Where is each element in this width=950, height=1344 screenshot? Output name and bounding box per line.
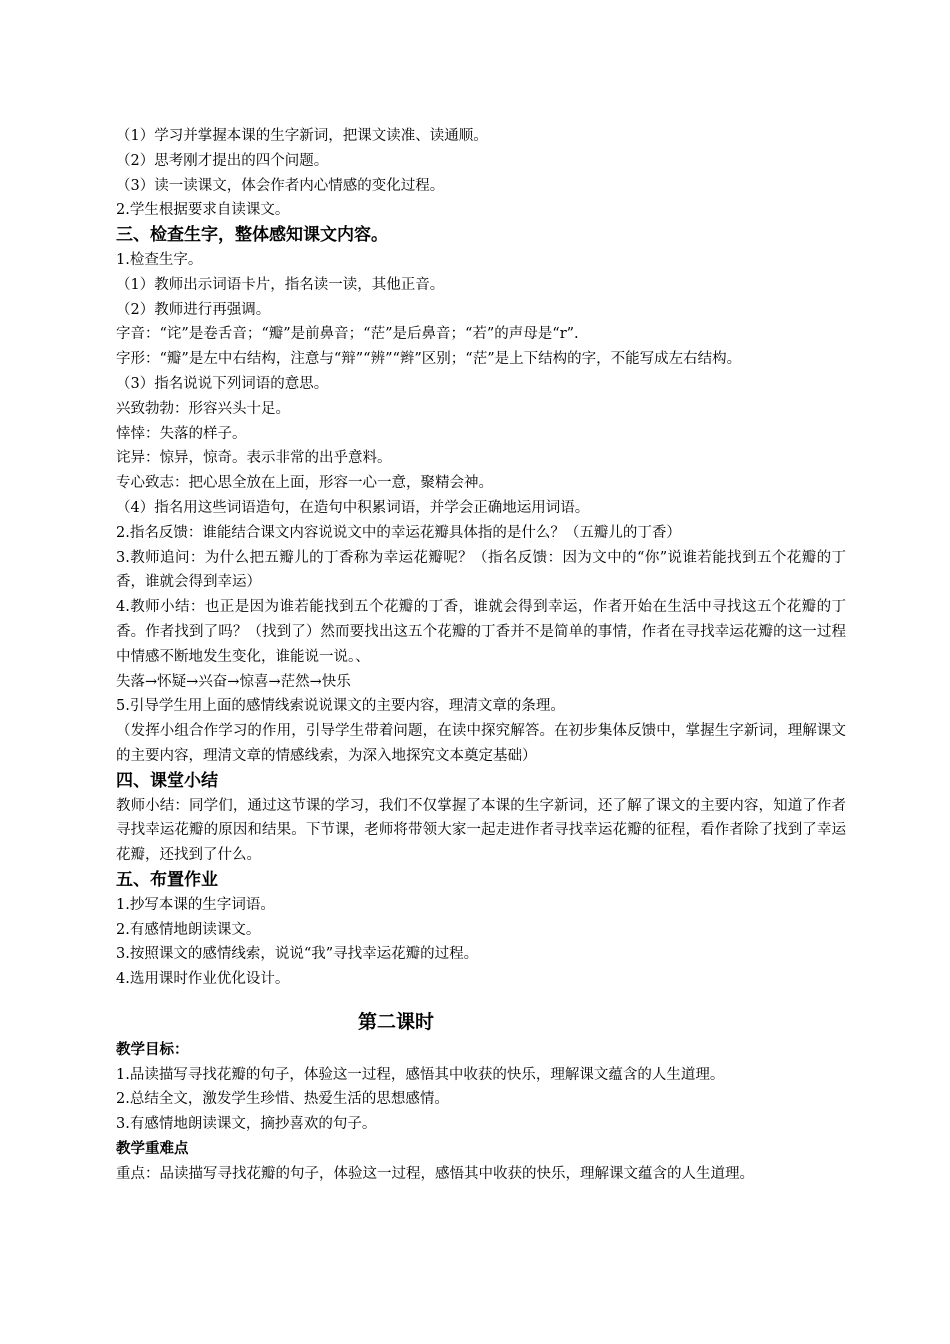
teaching-goals-heading: 教学目标：: [116, 1041, 189, 1058]
step-emphasis: （2）教师进行再强调。: [116, 301, 271, 318]
check-characters: 1.检查生字。: [116, 251, 203, 268]
emotion-chain: 失落→怀疑→兴奋→惊喜→茫然→快乐: [116, 673, 351, 690]
vocab-item: 专心致志：把心思全放在上面，形容一心一意，聚精会神。: [116, 475, 493, 492]
self-reading-step: 2.学生根据要求自读课文。: [116, 202, 290, 219]
section-4-heading: 四、课堂小结: [116, 770, 218, 791]
lesson-2-title: 第二课时: [358, 1010, 435, 1033]
homework-item: 2.有感情地朗读课文。: [116, 921, 261, 938]
section-5-heading: 五、布置作业: [116, 869, 218, 890]
teaching-goal: 3.有感情地朗读课文，摘抄喜欢的句子。: [116, 1116, 377, 1133]
class-summary: 教师小结：同学们，通过这节课的学习，我们不仅掌握了本课的生字新词，还了解了课文的主要内容，知道了作者寻找幸运花瓣的原因和结果。下节课，老师将带领大家一起走进作者寻找幸运花瓣的征程，看作者除了找到了幸运花瓣，还找到了什么。: [116, 797, 846, 864]
key-point: 重点：品读描写寻找花瓣的句子，体验这一过程，感悟其中收获的快乐，理解课文蕴含的人生道理。: [116, 1165, 754, 1182]
study-task-3: （3）读一读课文，体会作者内心情感的变化过程。: [116, 177, 445, 194]
homework-item: 3.按照课文的感情线索，说说“我”寻找幸运花瓣的过程。: [116, 946, 479, 963]
key-difficulty-heading: 教学重难点: [116, 1141, 189, 1158]
study-task-1: （1）学习并掌握本课的生字新词，把课文读准、读通顺。: [116, 128, 488, 144]
step-sentence-making: （4）指名用这些词语造句，在造句中积累词语，并学会正确地运用词语。: [116, 499, 590, 516]
homework-item: 4.选用课时作业优化设计。: [116, 971, 290, 988]
vocab-item: 诧异：惊异，惊奇。表示非常的出乎意料。: [116, 450, 392, 467]
document-page: [116, 124, 846, 1187]
teaching-goal: 1.品读描写寻找花瓣的句子，体验这一过程，感悟其中收获的快乐，理解课文蕴含的人生道理。: [116, 1066, 725, 1083]
step-word-cards: （1）教师出示词语卡片，指名读一读，其他正音。: [116, 276, 445, 293]
vocab-item: 兴致勃勃：形容兴头十足。: [116, 400, 290, 417]
homework-item: 1.抄写本课的生字词语。: [116, 896, 275, 913]
teaching-goal: 2.总结全文，激发学生珍惜、热爱生活的思想感情。: [116, 1091, 449, 1108]
guide-step: 5.引导学生用上面的感情线索说说课文的主要内容，理清文章的条理。: [116, 698, 565, 715]
glyph-note: 字形：“瓣”是左中右结构，注意与“辩”“辨”“辫”区别；“茫”是上下结构的字，不能写成左右结构。: [116, 351, 742, 368]
pronunciation-note: 字音：“诧”是卷舌音；“瓣”是前鼻音；“茫”是后鼻音；“若”的声母是“r”.: [116, 326, 579, 343]
followup-question: 3.教师追问：为什么把五瓣儿的丁香称为幸运花瓣呢？（指名反馈：因为文中的“你”说谁若能找到五个花瓣的丁香，谁就会得到幸运）: [116, 549, 846, 591]
vocab-item: 悻悻：失落的样子。: [116, 425, 247, 442]
step-word-meaning: （3）指名说说下列词语的意思。: [116, 375, 329, 392]
teacher-summary: 4.教师小结：也正是因为谁若能找到五个花瓣的丁香，谁就会得到幸运，作者开始在生活中寻找这五个花瓣的丁香。作者找到了吗？（找到了）然而要找出这五个花瓣的丁香并不是简单的事情，作者在寻找幸运花瓣的这一过程中情感不断地发生变化，谁能说一说。、: [116, 599, 846, 665]
design-note: （发挥小组合作学习的作用，引导学生带着问题，在读中探究解答。在初步集体反馈中，掌握生字新词，理解课文的主要内容，理清文章的情感线索，为深入地探究文本奠定基础）: [116, 723, 846, 764]
study-task-2: （2）思考刚才提出的四个问题。: [116, 152, 329, 169]
feedback-question: 2.指名反馈：谁能结合课文内容说说文中的幸运花瓣具体指的是什么？（五瓣儿的丁香）: [116, 524, 681, 541]
section-3-heading: 三、检查生字，整体感知课文内容。: [116, 225, 388, 246]
